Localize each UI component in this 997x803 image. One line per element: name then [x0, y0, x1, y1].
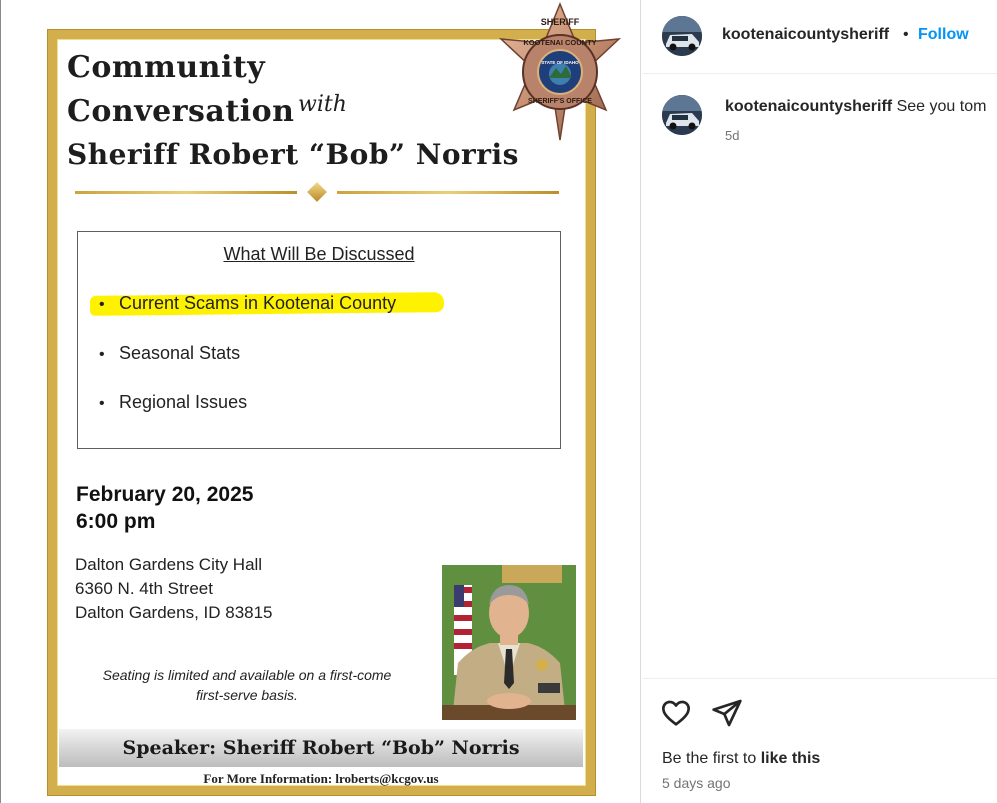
badge-bottom-text: SHERIFF'S OFFICE	[528, 98, 592, 105]
topic-item	[99, 293, 396, 314]
topic-label: Regional Issues	[119, 392, 248, 412]
badge-ring-text: KOOTENAI COUNTY	[523, 38, 597, 47]
patrol-car-avatar-icon	[662, 16, 702, 56]
event-date: February 20, 2025	[76, 483, 254, 506]
flyer-title-line-3: Sheriff Robert “Bob” Norris	[67, 138, 519, 171]
topics-heading: What Will Be Discussed	[223, 244, 415, 264]
topic-item	[99, 343, 240, 364]
patrol-car-avatar-icon	[662, 95, 702, 135]
address-line-3: Dalton Gardens, ID 83815	[75, 603, 273, 622]
avatar[interactable]	[662, 16, 702, 56]
topic-item	[99, 392, 247, 413]
seating-note	[67, 665, 427, 705]
speaker-banner: Speaker: Sheriff Robert “Bob” Norris	[59, 729, 583, 767]
header-separator: •	[903, 26, 909, 43]
flyer-title-with: with	[298, 92, 347, 117]
address-line-2: 6360 N. 4th Street	[75, 579, 213, 598]
event-time: 6:00 pm	[76, 510, 156, 533]
caption-body: See you tom	[896, 98, 987, 115]
gold-divider-left	[75, 191, 297, 194]
caption-text	[725, 98, 986, 116]
post-header	[642, 0, 997, 74]
follow-button[interactable]: Follow	[918, 26, 969, 43]
likes-prefix: Be the first to	[662, 750, 761, 767]
topic-label: Current Scams in Kootenai County	[119, 293, 397, 313]
flyer-title-line-1: Community	[67, 50, 266, 85]
caption-username-link[interactable]: kootenaicountysheriff	[725, 98, 893, 115]
address-line-1: Dalton Gardens City Hall	[75, 555, 263, 574]
likes-summary	[662, 750, 820, 768]
post-side-panel	[642, 0, 997, 803]
gold-divider-right	[337, 191, 559, 194]
badge-seal-text: STATE OF IDAHO	[541, 60, 579, 65]
caption-timestamp[interactable]: 5d	[725, 128, 740, 143]
header-username-link[interactable]: kootenaicountysheriff	[722, 26, 890, 43]
paper-plane-icon[interactable]	[711, 697, 743, 729]
post-caption	[642, 74, 997, 174]
post-actions-bar	[642, 678, 997, 803]
sheriff-portrait	[442, 565, 576, 720]
topics-box	[77, 231, 561, 449]
seating-note-line-2: first-serve basis.	[196, 687, 298, 703]
bullet-icon: •	[99, 395, 105, 412]
bullet-icon: •	[99, 296, 105, 313]
flyer-title-line-2: Conversation	[67, 94, 295, 129]
post-date: 5 days ago	[662, 775, 731, 791]
topic-label: Seasonal Stats	[119, 343, 241, 363]
seating-note-line-1: Seating is limited and available on a first-come	[102, 667, 392, 683]
badge-top-text: SHERIFF	[540, 17, 580, 27]
sheriff-badge-icon	[487, 2, 633, 148]
avatar[interactable]	[662, 95, 702, 135]
bullet-icon: •	[99, 346, 105, 363]
like-this-link[interactable]: like this	[760, 750, 821, 767]
heart-outline-icon[interactable]	[660, 697, 692, 729]
more-info-text: For More Information: lroberts@kcgov.us	[203, 771, 439, 786]
